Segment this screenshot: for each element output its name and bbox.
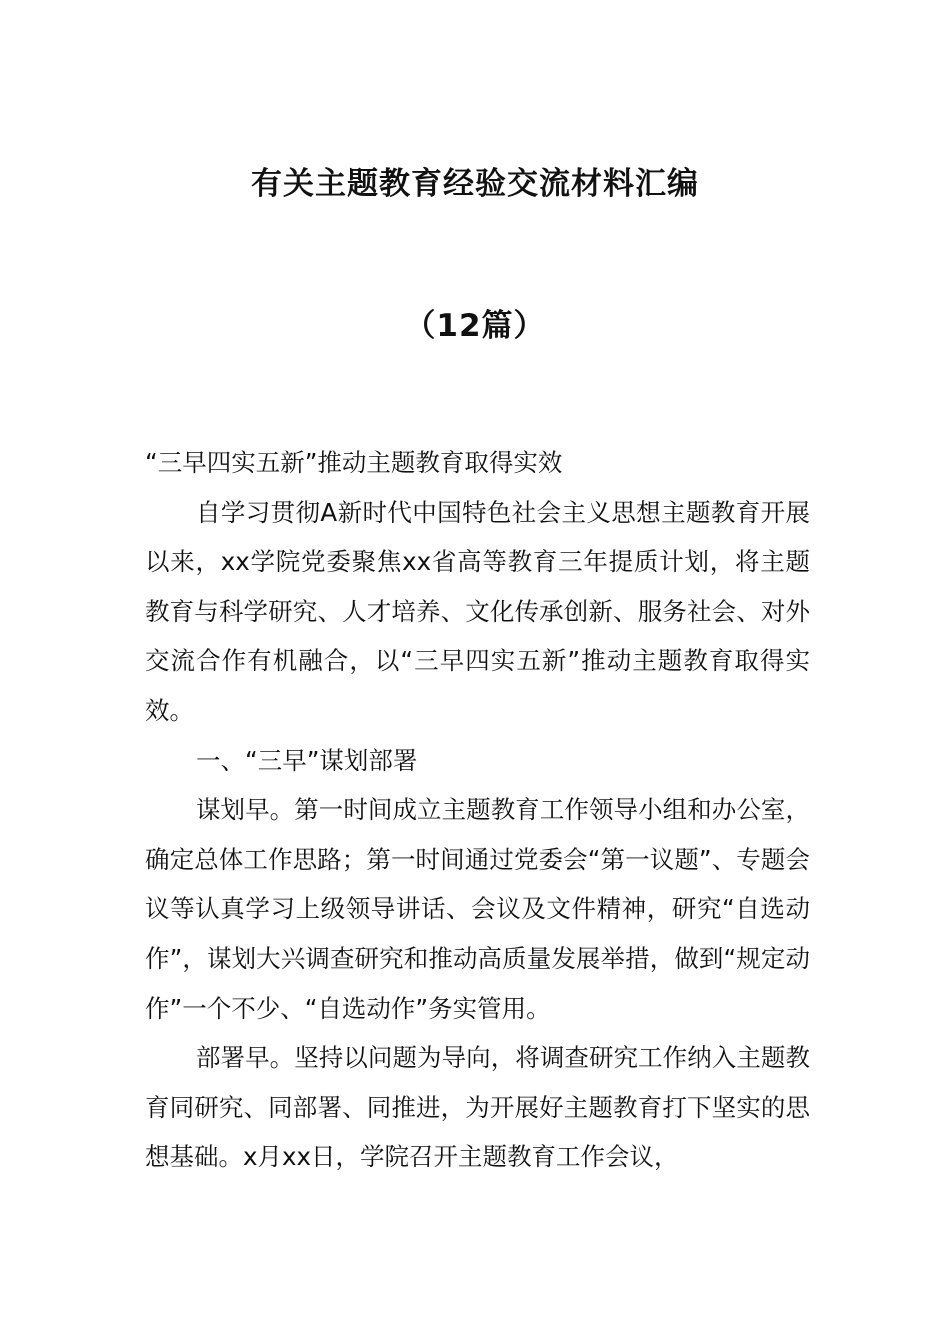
- section-heading: 一、“三早”谋划部署: [196, 745, 418, 775]
- document-body: [145, 438, 810, 1182]
- article-title: “三早四实五新”推动主题教育取得实效: [145, 448, 563, 477]
- document-subtitle: （12篇）: [404, 308, 546, 344]
- paragraph-intro: 自学习贯彻A新时代中国特色社会主义思想主题教育开展以来，xx学院党委聚焦xx省高等教育三年提质计划，将主题教育与科学研究、人才培养、文化传承创新、服务社会、对外交流合作有机融合，以“三早四实五新”推动主题教育取得实效。: [145, 497, 810, 725]
- paragraph-deployment: 部署早。坚持以问题为导向，将调查研究工作纳入主题教育同研究、同部署、同推进，为开展好主题教育打下坚实的思想基础。x月xx日，学院召开主题教育工作会议，: [145, 1043, 810, 1172]
- paragraph-planning: 谋划早。第一时间成立主题教育工作领导小组和办公室，确定总体工作思路；第一时间通过党委会“第一议题”、专题会议等认真学习上级领导讲话、会议及文件精神，研究“自选动作”，谋划大兴调查研究和推动高质量发展举措，做到“规定动作”一个不少、“自选动作”务实管用。: [145, 795, 810, 1023]
- document-title: 有关主题教育经验交流材料汇编: [251, 166, 699, 202]
